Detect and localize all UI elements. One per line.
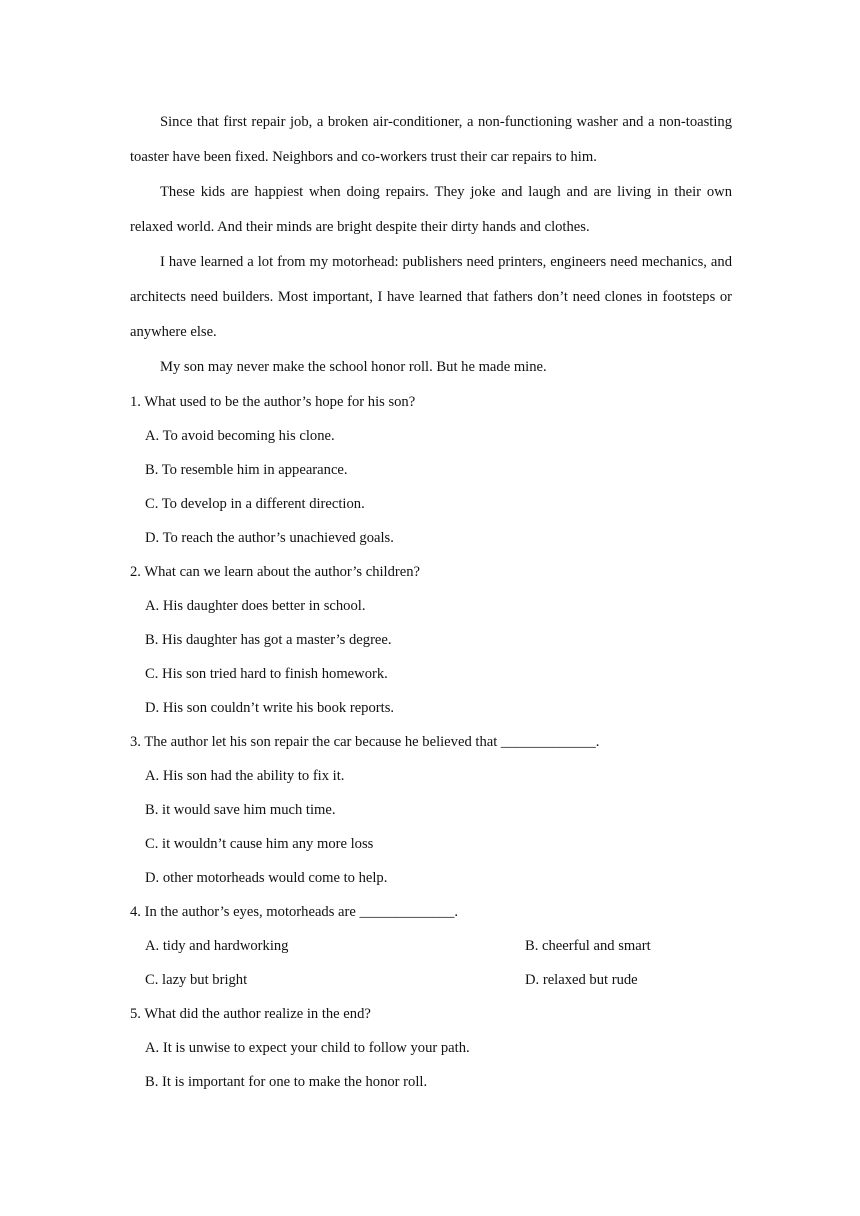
question-stem: 3. The author let his son repair the car because he believed that _____________. [130, 734, 600, 750]
question-stem: 1. What used to be the author’s hope for his son? [130, 394, 416, 410]
option-d: D. To reach the author’s unachieved goals. [145, 530, 394, 546]
option-d: D. relaxed but rude [525, 972, 638, 988]
question-2 [130, 555, 732, 725]
option-row [130, 929, 732, 963]
option-c: C. it wouldn’t cause him any more loss [145, 836, 374, 852]
option-b: B. To resemble him in appearance. [145, 462, 348, 478]
option-c: C. To develop in a different direction. [145, 496, 365, 512]
option-c: C. His son tried hard to finish homework. [145, 666, 388, 682]
passage-paragraph: Since that first repair job, a broken air-conditioner, a non-functioning washer and a non-toasting toaster have been fixed. Neighbors and co-workers trust their car repairs to him. [130, 114, 732, 165]
passage-paragraph: I have learned a lot from my motorhead: publishers need printers, engineers need mechanics, and architects need builders. Most important, I have learned that fathers don’t need clones in footsteps or anywhere else. [130, 254, 732, 340]
option-b: B. It is important for one to make the honor roll. [145, 1074, 428, 1090]
question-1 [130, 385, 732, 555]
passage-paragraph: These kids are happiest when doing repairs. They joke and laugh and are living in their own relaxed world. And their minds are bright despite their dirty hands and clothes. [130, 184, 732, 235]
option-a: A. His son had the ability to fix it. [145, 768, 345, 784]
option-a: A. To avoid becoming his clone. [145, 428, 335, 444]
question-3 [130, 725, 732, 895]
question-stem: 4. In the author’s eyes, motorheads are _____________. [130, 904, 459, 920]
passage-paragraph: My son may never make the school honor roll. But he made mine. [160, 359, 547, 375]
question-stem: 2. What can we learn about the author’s children? [130, 564, 421, 580]
option-a: A. tidy and hardworking [145, 938, 289, 954]
question-stem: 5. What did the author realize in the end? [130, 1006, 371, 1022]
option-c: C. lazy but bright [145, 972, 248, 988]
option-b: B. it would save him much time. [145, 802, 336, 818]
option-a: A. It is unwise to expect your child to follow your path. [145, 1040, 470, 1056]
option-a: A. His daughter does better in school. [145, 598, 366, 614]
option-d: D. other motorheads would come to help. [145, 870, 388, 886]
question-4 [130, 895, 732, 997]
option-d: D. His son couldn’t write his book reports. [145, 700, 395, 716]
option-b: B. His daughter has got a master’s degree. [145, 632, 392, 648]
option-row [130, 963, 732, 997]
option-b: B. cheerful and smart [525, 938, 651, 954]
document-page [130, 0, 732, 1099]
question-5 [130, 997, 732, 1099]
